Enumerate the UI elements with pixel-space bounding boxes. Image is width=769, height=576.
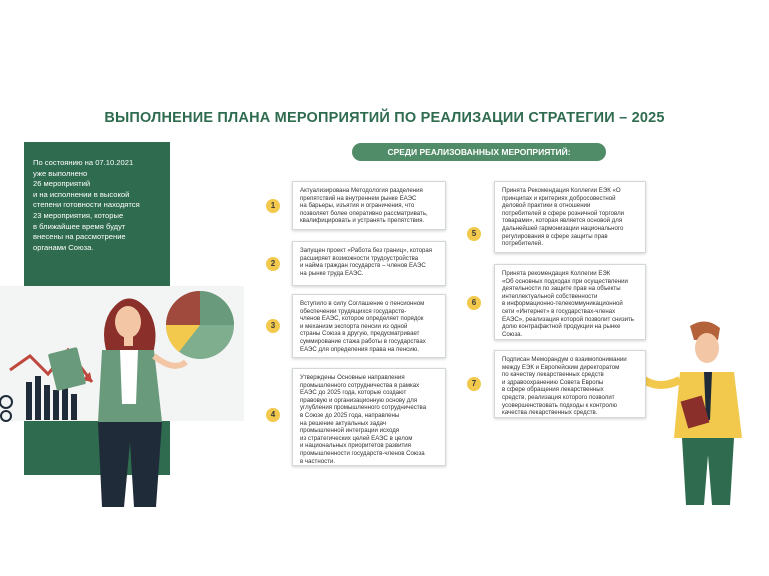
item-number-3: 3 [266,319,280,333]
item-card-4: Утверждены Основные направления промышленного сотрудничества в рамках ЕАЭС до 2025 года, которые создают правовую и организационную основу для углубления промышленного сотрудничества в Союзе до 2025 года, направлены на решение актуальных задач промышленной интеграции исходя из стратегических целей ЕАЭС в целом и национальных приоритетов развития промышленности государств-членов Союза в частности. [292,368,446,466]
item-card-6: Принята рекомендация Коллегии ЕЭК «Об основных подходах при осуществлении деятельности по защите прав на объекты интеллектуальной собственности в информационно-телекоммуникационной сети «Интернет» в государствах-членах ЕАЭС», реализация которой позволит снизить долю контрафактной продукции на рынке Союза. [494,264,646,340]
item-number-6: 6 [467,296,481,310]
slide-title: ВЫПОЛНЕНИЕ ПЛАНА МЕРОПРИЯТИЙ ПО РЕАЛИЗАЦИИ СТРАТЕГИИ – 2025 [104,110,665,126]
item-number-4: 4 [266,408,280,422]
man-illustration [650,320,760,505]
item-card-2: Запущен проект «Работа без границ», которая расширяет возможности трудоустройства и найма граждан государств – членов ЕАЭС на рынке труда ЕАЭС. [292,241,446,286]
item-card-5: Принята Рекомендация Коллегии ЕЭК «О принципах и критериях добросовестной деловой практики в отношении потребителей в сфере розничной торговли товарами», которая является основой для дальнейшей гармонизации национального регулирования в сфере защиты прав потребителей. [494,181,646,253]
woman-illustration [70,292,190,507]
item-card-1: Актуализирована Методология разделения препятствий на внутреннем рынке ЕАЭС на барьеры, изъятия и ограничения, что позволяет более оперативно рассматривать, квалифицировать и устранять препятствия. [292,181,446,230]
item-number-7: 7 [467,377,481,391]
status-panel: По состоянию на 07.10.2021 уже выполнено 26 мероприятий и на исполнении в высокой степени готовности находятся 23 мероприятия, которые в ближайшее время будут внесены на рассмотрение органами Союза. [24,142,170,282]
item-number-2: 2 [266,257,280,271]
item-card-7: Подписан Меморандум о взаимопонимании между ЕЭК и Европейским директоратом по качеству лекарственных средств и здравоохранению Совета Европы в сфере обращения лекарственных средств, реализация которого позволит усовершенствовать подходы к контролю качества лекарственных средств. [494,350,646,418]
section-pill: СРЕДИ РЕАЛИЗОВАННЫХ МЕРОПРИЯТИЙ: [352,143,606,161]
item-card-3: Вступило в силу Соглашение о пенсионном обеспечении трудящихся государств- членов ЕАЭС, которое определяет порядок и механизм экспорта пенсии из одной страны Союза в другую, предусматривает суммирование стажа работы в государствах ЕАЭС для определения права на пенсию. [292,294,446,358]
item-number-5: 5 [467,227,481,241]
item-number-1: 1 [266,199,280,213]
